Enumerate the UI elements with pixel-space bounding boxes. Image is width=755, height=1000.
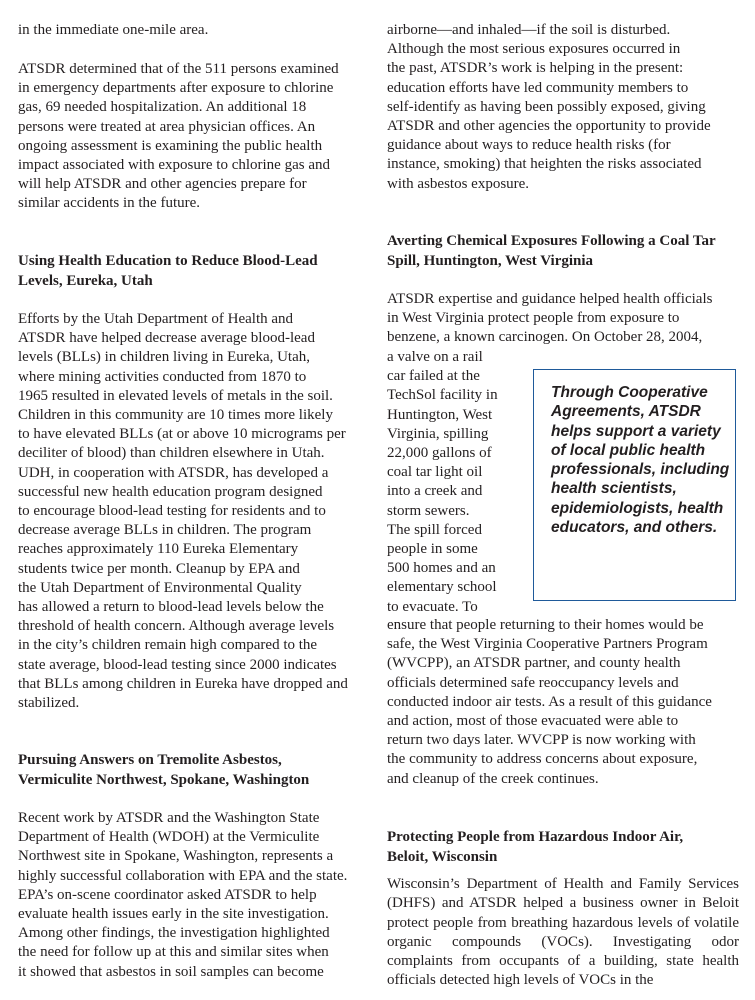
spokane-body — [18, 809, 347, 982]
text-line: Among other findings, the investigation highlighted — [18, 925, 330, 942]
text-line: ongoing assessment is examining the public health — [18, 137, 323, 154]
pull-quote-callout — [533, 369, 736, 601]
text-line: instance, smoking) that heighten the risks associated — [387, 156, 702, 173]
text-line: (WVCPP), an ATSDR partner, and county health — [387, 655, 681, 672]
text-line: and action, most of those evacuated were able to — [387, 713, 679, 730]
text-line: has allowed a return to blood-lead levels below the — [18, 599, 324, 616]
text-line: airborne—and inhaled—if the soil is disturbed. — [387, 22, 671, 38]
text-line: education efforts have led community members to — [387, 79, 689, 96]
text-line: Northwest site in Spokane, Washington, represents a — [18, 848, 334, 865]
text-line: Protecting People from Hazardous Indoor Air, — [387, 829, 684, 845]
text-line: impact associated with exposure to chlorine gas and — [18, 157, 330, 174]
text-line: will help ATSDR and other agencies prepare for — [18, 176, 307, 193]
spokane-continued — [387, 21, 711, 194]
text-line: Virginia, spilling — [387, 425, 489, 442]
text-line: Pursuing Answers on Tremolite Asbestos, — [18, 752, 282, 768]
text-line: Efforts by the Utah Department of Health and — [18, 311, 294, 327]
text-line: where mining activities conducted from 1870 to — [18, 368, 307, 385]
intro-fragment — [18, 21, 208, 40]
text-line: TechSol facility in — [387, 387, 498, 404]
text-line: successful new health education program designed — [18, 483, 323, 500]
text-line: and cleanup of the creek continues. — [387, 770, 599, 787]
text-line: the Utah Department of Environmental Quality — [18, 579, 302, 596]
text-line: benzene, a known carcinogen. On October 28, 2004, — [387, 329, 703, 346]
text-line: car failed at the — [387, 368, 480, 385]
text-line: conducted indoor air tests. As a result of this guidance — [387, 693, 712, 710]
text-line: Averting Chemical Exposures Following a Coal Tar — [387, 233, 716, 249]
text-line: Using Health Education to Reduce Blood-Lead — [18, 253, 318, 269]
text-line: officials determined safe reoccupancy levels and — [387, 674, 679, 691]
text-line: ATSDR have helped decrease average blood-lead — [18, 330, 315, 347]
text-line: safe, the West Virginia Cooperative Partners Program — [387, 636, 708, 653]
text-line: the community to address concerns about exposure, — [387, 751, 698, 768]
text-line: ATSDR expertise and guidance helped health officials — [387, 291, 713, 307]
text-line: it showed that asbestos in soil samples can become — [18, 963, 324, 980]
text-line: threshold of health concern. Although average levels — [18, 618, 335, 635]
text-line: to evacuate. To — [387, 598, 478, 615]
text-line: with asbestos exposure. — [387, 175, 530, 192]
text-line: Recent work by ATSDR and the Washington State — [18, 810, 320, 826]
pull-quote-text: Through Cooperative Agreements, ATSDR helps support a variety of local public health professionals, including health scientists, epidemiologists, health educators, and others. — [551, 384, 730, 537]
text-line: 500 homes and an — [387, 560, 496, 577]
text-line: students twice per month. Cleanup by EPA and — [18, 560, 300, 577]
beloit-heading — [387, 828, 683, 867]
text-line: in the city’s children remain high compared to the — [18, 637, 318, 654]
text-line: Children in this community are 10 times more likely — [18, 407, 333, 424]
spokane-heading — [18, 751, 309, 790]
huntington-body-bottom — [387, 616, 712, 789]
text-line: Department of Health (WDOH) at the Vermiculite — [18, 829, 320, 846]
text-line: in emergency departments after exposure to chlorine — [18, 80, 334, 97]
huntington-body-narrow — [387, 348, 498, 617]
text-line: EPA’s on-scene coordinator asked ATSDR to help — [18, 886, 317, 903]
text-line: 22,000 gallons of — [387, 445, 492, 462]
text-line: ensure that people returning to their homes would be — [387, 617, 704, 633]
text-line: decrease average BLLs in children. The program — [18, 522, 312, 539]
text-line: a valve on a rail — [387, 349, 483, 365]
text-line: self-identify as having been possibly exposed, giving — [387, 98, 706, 115]
text-line: coal tar light oil — [387, 464, 483, 481]
text-line: storm sewers. — [387, 502, 470, 519]
text-line: to encourage blood-lead testing for residents and to — [18, 503, 326, 520]
text-line: Spill, Huntington, West Virginia — [387, 252, 594, 269]
text-line: similar accidents in the future. — [18, 195, 201, 212]
text-line: evaluate health issues early in the site investigation. — [18, 906, 329, 923]
text-line: ATSDR and other agencies the opportunity to provide — [387, 118, 711, 135]
text-line: 1965 resulted in elevated levels of metals in the soil. — [18, 387, 333, 404]
huntington-heading — [387, 232, 716, 271]
huntington-body-top — [387, 290, 712, 348]
text-line: guidance about ways to reduce health risks (for — [387, 137, 671, 154]
text-line: in the immediate one-mile area. — [18, 22, 209, 38]
text-line: highly successful collaboration with EPA and the state. — [18, 867, 348, 884]
chlorine-paragraph — [18, 60, 339, 214]
text-line: persons were treated at area physician offices. An — [18, 118, 316, 135]
text-line: to have elevated BLLs (at or above 10 micrograms per — [18, 426, 346, 443]
text-line: into a creek and — [387, 483, 483, 500]
text-line: that BLLs among children in Eureka have dropped and — [18, 675, 348, 692]
eureka-heading — [18, 252, 318, 291]
text-line: Although the most serious exposures occurred in — [387, 41, 681, 58]
text-line: The spill forced — [387, 521, 482, 538]
beloit-body: Wisconsin’s Department of Health and Family Services (DHFS) and ATSDR helped a business owner in Beloit protect people from breathing hazardous levels of volatile organic compounds (VOCs). Investigating odor complaints from occupants of a building, state health officials detected high levels of VOCs in the — [387, 876, 739, 989]
text-line: Levels, Eureka, Utah — [18, 272, 153, 289]
text-line: return two days later. WVCPP is now working with — [387, 732, 696, 749]
text-line: deciliter of blood) than children elsewhere in Utah. — [18, 445, 325, 462]
text-line: Vermiculite Northwest, Spokane, Washington — [18, 771, 310, 788]
text-line: ATSDR determined that of the 511 persons examined — [18, 61, 339, 77]
eureka-body — [18, 310, 348, 713]
text-line: stabilized. — [18, 695, 80, 712]
text-line: Huntington, West — [387, 406, 493, 423]
text-line: elementary school — [387, 579, 497, 596]
text-line: the need for follow up at this and similar sites when — [18, 944, 329, 961]
text-line: state average, blood-lead testing since 2000 indicates — [18, 656, 337, 673]
text-line: gas, 69 needed hospitalization. An additional 18 — [18, 99, 307, 116]
text-line: in West Virginia protect people from exposure to — [387, 310, 680, 327]
text-line: the past, ATSDR’s work is helping in the present: — [387, 60, 684, 77]
text-line: Beloit, Wisconsin — [387, 848, 498, 865]
text-line: UDH, in cooperation with ATSDR, has developed a — [18, 464, 329, 481]
text-line: people in some — [387, 541, 478, 558]
text-line: reaches approximately 110 Eureka Elementary — [18, 541, 299, 558]
text-line: levels (BLLs) in children living in Eureka, Utah, — [18, 349, 311, 366]
